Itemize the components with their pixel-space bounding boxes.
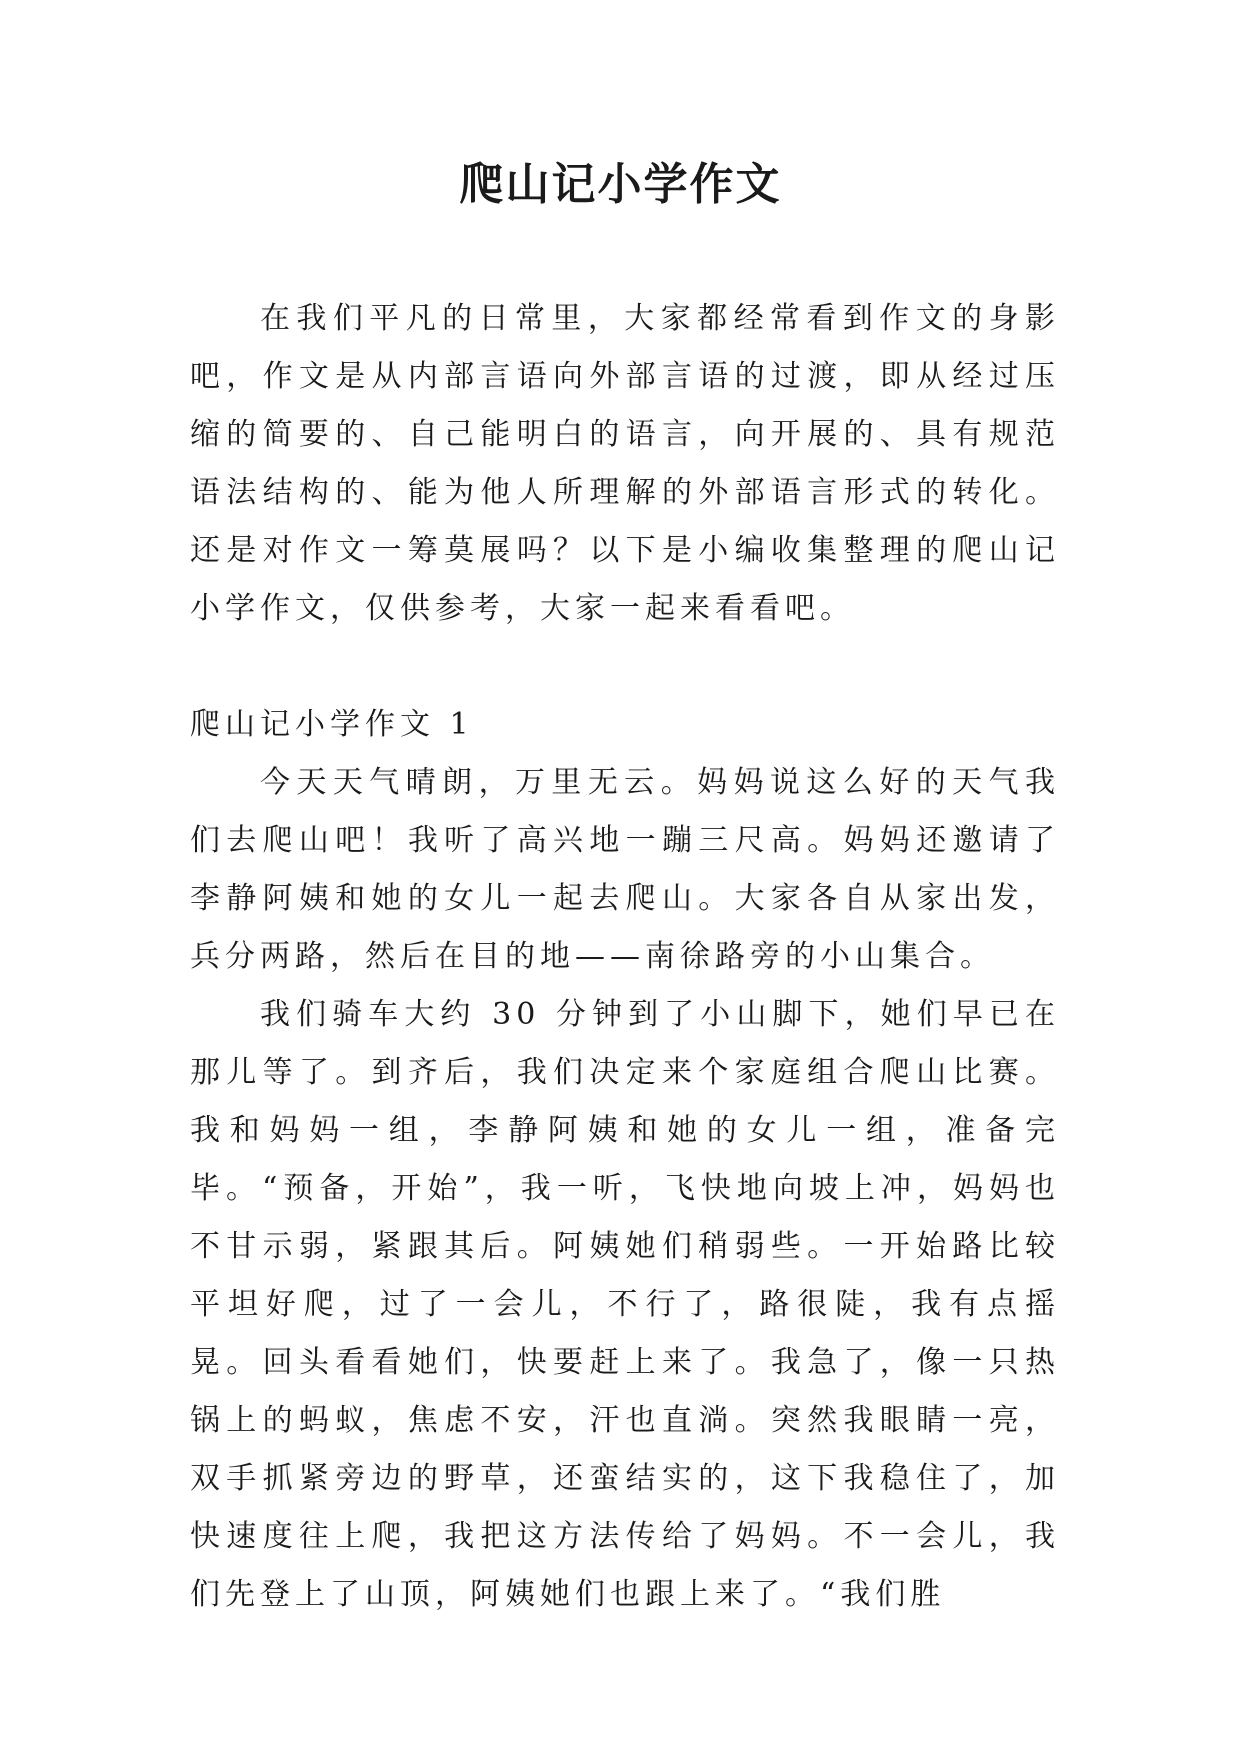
section-heading: 爬山记小学作文 1 [190, 707, 474, 742]
body-paragraph: 我们骑车大约 30 分钟到了小山脚下，她们早已在那儿等了。到齐后，我们决定来个家庭组合爬山比赛。我和妈妈一组，李静阿姨和她的女儿一组，准备完毕。“预备，开始”，我一听，飞快地向坡上冲，妈妈也不甘示弱，紧跟其后。阿姨她们稍弱些。一开始路比较平坦好爬，过了一会儿，不行了，路很陡，我有点摇晃。回头看看她们，快要赶上来了。我急了，像一只热锅上的蚂蚁，焦虑不安，汗也直淌。突然我眼睛一亮，双手抓紧旁边的野草，还蛮结实的，这下我稳住了，加快速度往上爬，我把这方法传给了妈妈。不一会儿，我们先登上了山顶，阿姨她们也跟上来了。“我们胜 [190, 997, 1060, 1612]
body-paragraph: 今天天气晴朗，万里无云。妈妈说这么好的天气我们去爬山吧！我听了高兴地一蹦三尺高。妈妈还邀请了李静阿姨和她的女儿一起去爬山。大家各自从家出发，兵分两路，然后在目的地——南徐路旁的小山集合。 [190, 765, 1060, 974]
intro-paragraph: 在我们平凡的日常里，大家都经常看到作文的身影吧，作文是从内部言语向外部言语的过渡，即从经过压缩的简要的、自己能明白的语言，向开展的、具有规范语法结构的、能为他人所理解的外部语言形式的转化。还是对作文一筹莫展吗？以下是小编收集整理的爬山记小学作文，仅供参考，大家一起来看看吧。 [190, 301, 1060, 626]
document-body [190, 290, 1060, 1624]
document-title: 爬山记小学作文 [459, 159, 782, 210]
